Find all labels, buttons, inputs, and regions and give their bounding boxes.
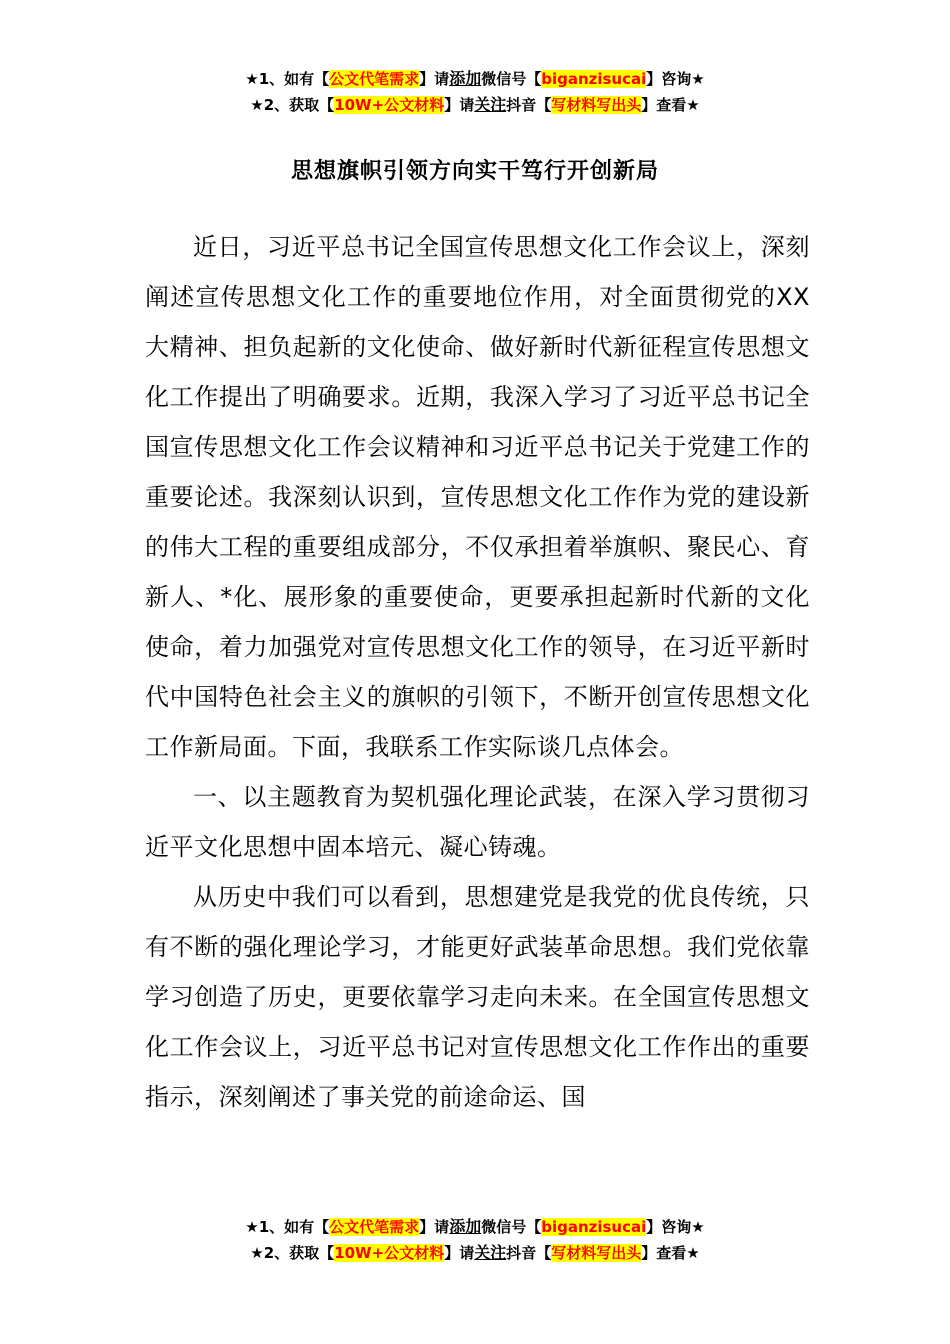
banner-line-2 bbox=[0, 92, 950, 118]
banner-highlight: 10W+公文材料 bbox=[334, 1244, 445, 1262]
header-banner bbox=[0, 66, 950, 118]
banner-emphasis: 关注 bbox=[474, 95, 507, 114]
banner-line-1 bbox=[0, 1214, 950, 1240]
banner-text: ★1、如有【 bbox=[245, 70, 330, 88]
banner-text: 微信号【 bbox=[481, 1218, 542, 1236]
banner-emphasis: 添加 bbox=[449, 69, 482, 88]
banner-highlight: biganzisucai bbox=[541, 70, 647, 88]
banner-text: 微信号【 bbox=[481, 70, 542, 88]
banner-highlight: 10W+公文材料 bbox=[334, 96, 445, 114]
banner-text: 】请 bbox=[444, 96, 475, 114]
banner-text: ★2、获取【 bbox=[250, 1244, 335, 1262]
banner-text: 】请 bbox=[444, 1244, 475, 1262]
banner-highlight: 公文代笔需求 bbox=[329, 1218, 420, 1236]
paragraph: 近日，习近平总书记全国宣传思想文化工作会议上，深刻阐述宣传思想文化工作的重要地位作用，对全面贯彻党的XX大精神、担负起新的文化使命、做好新时代新征程宣传思想文化工作提出了明确要求。近期，我深入学习了习近平总书记全国宣传思想文化工作会议精神和习近平总书记关于党建工作的重要论述。我深刻认识到，宣传思想文化工作作为党的建设新的伟大工程的重要组成部分，不仅承担着举旗帜、聚民心、育新人、*化、展形象的重要使命，更要承担起新时代新的文化使命，着力加强党对宣传思想文化工作的领导，在习近平新时代中国特色社会主义的旗帜的引领下，不断开创宣传思想文化工作新局面。下面，我联系工作实际谈几点体会。 bbox=[145, 233, 810, 761]
banner-text: 】咨询★ bbox=[646, 1218, 705, 1236]
banner-highlight: 公文代笔需求 bbox=[329, 70, 420, 88]
paragraph: 一、以主题教育为契机强化理论武装，在深入学习贯彻习近平文化思想中固本培元、凝心铸魂。 bbox=[145, 783, 810, 861]
banner-line-2 bbox=[0, 1240, 950, 1266]
banner-text: ★2、获取【 bbox=[250, 96, 335, 114]
banner-text: 】请 bbox=[419, 70, 450, 88]
banner-emphasis: 关注 bbox=[474, 1243, 507, 1262]
document-body bbox=[145, 222, 810, 1122]
banner-emphasis: 添加 bbox=[449, 1217, 482, 1236]
banner-text: 抖音【 bbox=[506, 96, 552, 114]
paragraph: 从历史中我们可以看到，思想建党是我党的优良传统，只有不断的强化理论学习，才能更好武装革命思想。我们党依靠学习创造了历史，更要依靠学习走向未来。在全国宣传思想文化工作会议上，习近平总书记对宣传思想文化工作作出的重要指示，深刻阐述了事关党的前途命运、国 bbox=[145, 883, 810, 1111]
footer-banner bbox=[0, 1214, 950, 1266]
document-title: 思想旗帜引领方向实干笃行开创新局 bbox=[290, 159, 659, 184]
banner-text: 】查看★ bbox=[641, 96, 700, 114]
banner-highlight: 写材料写出头 bbox=[551, 1244, 642, 1262]
banner-text: 】查看★ bbox=[641, 1244, 700, 1262]
banner-text: ★1、如有【 bbox=[245, 1218, 330, 1236]
banner-line-1 bbox=[0, 66, 950, 92]
banner-text: 抖音【 bbox=[506, 1244, 552, 1262]
banner-text: 】咨询★ bbox=[646, 70, 705, 88]
banner-highlight: 写材料写出头 bbox=[551, 96, 642, 114]
banner-text: 】请 bbox=[419, 1218, 450, 1236]
banner-highlight: biganzisucai bbox=[541, 1218, 647, 1236]
